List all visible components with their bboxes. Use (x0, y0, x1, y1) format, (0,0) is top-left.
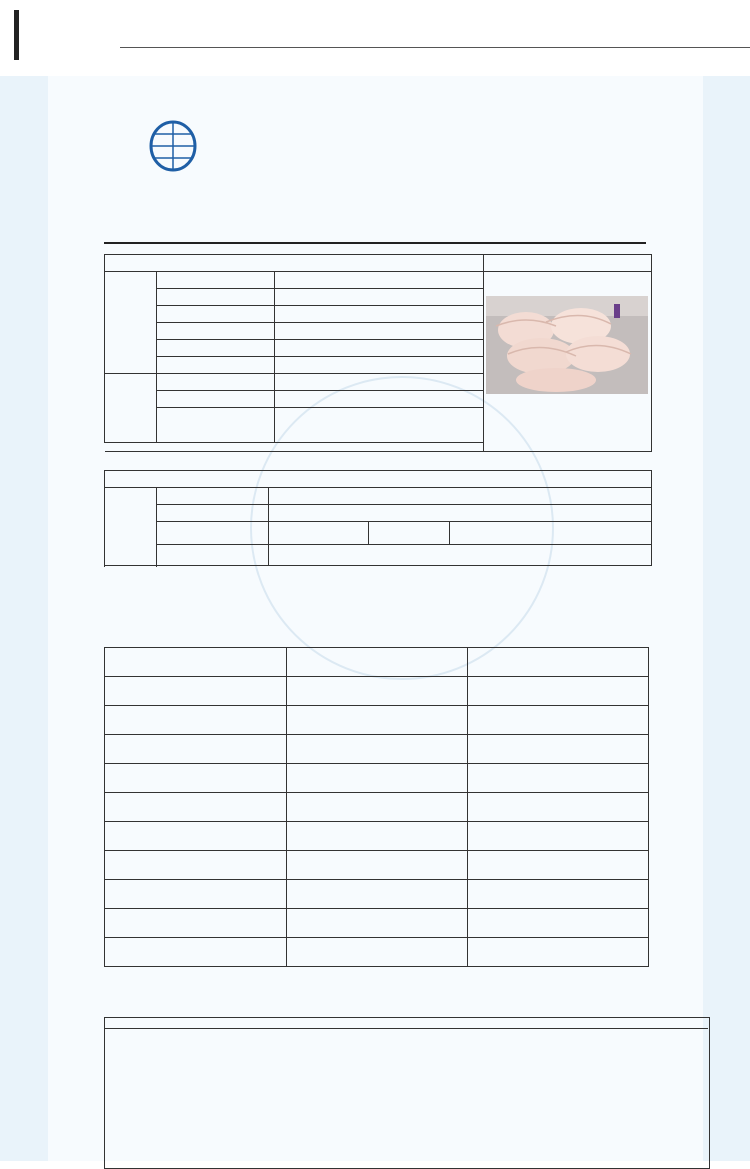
feature-label (156, 505, 268, 522)
sample-photo (486, 296, 648, 394)
sample-row-value (274, 272, 484, 289)
sample-row-value (274, 340, 484, 357)
summary-basis (286, 822, 468, 851)
summary-result (468, 909, 649, 938)
client-row-value (274, 374, 484, 391)
summary-result (468, 677, 649, 706)
summary-basis (286, 909, 468, 938)
summary-result (468, 938, 649, 967)
annex-col-header (247, 1029, 317, 1041)
client-section-heading (105, 255, 484, 272)
sample-group-label (105, 272, 157, 374)
title-divider (104, 242, 646, 244)
annex-table (104, 1017, 708, 1040)
client-row-label (156, 391, 274, 408)
sample-row-value (274, 306, 484, 323)
table-row (105, 706, 649, 735)
summary-result (468, 735, 649, 764)
lab-section-heading (105, 471, 652, 488)
summary-item (105, 735, 287, 764)
page-header (0, 0, 750, 76)
sample-row-label (156, 340, 274, 357)
feature-value (268, 505, 651, 522)
summary-result (468, 764, 649, 793)
standard-label (156, 488, 268, 505)
summary-item (105, 880, 287, 909)
zaiq-logo (103, 110, 228, 184)
summary-result (468, 880, 649, 909)
summary-basis (286, 677, 468, 706)
sample-row-value (274, 289, 484, 306)
summary-result (468, 793, 649, 822)
table-row (105, 677, 649, 706)
client-row-label (156, 374, 274, 391)
summary-col-header (286, 648, 468, 677)
summary-table (104, 647, 649, 967)
table-row (105, 909, 649, 938)
standard-value (268, 488, 651, 505)
sample-row-label (156, 272, 274, 289)
summary-col-header (105, 648, 287, 677)
report-paper (0, 76, 750, 1161)
table-row (105, 793, 649, 822)
client-group-label (105, 374, 157, 443)
annex-col-header (376, 1029, 595, 1041)
summary-col-header (468, 648, 649, 677)
summary-basis (286, 851, 468, 880)
summary-item (105, 764, 287, 793)
sample-row-label (156, 323, 274, 340)
client-row-label (156, 408, 274, 443)
summary-item (105, 677, 287, 706)
summary-basis (286, 764, 468, 793)
summary-item (105, 793, 287, 822)
annex-col-header (595, 1029, 657, 1041)
table-row (105, 938, 649, 967)
summary-basis (286, 938, 468, 967)
summary-item (105, 851, 287, 880)
annex-col-header (104, 1029, 247, 1041)
summary-basis (286, 706, 468, 735)
arrive-label (156, 522, 268, 545)
annex-col-header (658, 1029, 708, 1041)
table-row (105, 735, 649, 764)
arrive-value (268, 522, 368, 545)
summary-basis (286, 793, 468, 822)
summary-item (105, 706, 287, 735)
photo-heading (484, 255, 652, 272)
sample-row-value (274, 323, 484, 340)
basis-list (268, 545, 651, 566)
table-row (105, 764, 649, 793)
lab-info-table (104, 470, 652, 566)
table-row (105, 822, 649, 851)
client-row-value (274, 391, 484, 408)
annex-section (104, 1017, 708, 1029)
summary-result (468, 706, 649, 735)
lab-group-label (105, 488, 157, 566)
summary-item (105, 909, 287, 938)
sample-row-label (156, 306, 274, 323)
annex-col-header (317, 1029, 375, 1041)
summary-result (468, 822, 649, 851)
sample-row-label (156, 357, 274, 374)
sample-row-label (156, 289, 274, 306)
basis-label (156, 545, 268, 566)
period-label (368, 522, 450, 545)
summary-basis (286, 735, 468, 764)
table-row (105, 851, 649, 880)
summary-item (105, 822, 287, 851)
summary-basis (286, 880, 468, 909)
table-row (105, 880, 649, 909)
header-rule (120, 47, 750, 48)
client-row-value (274, 408, 484, 443)
period-value (450, 522, 652, 545)
header-accent-bar (14, 10, 19, 60)
sample-row-value (274, 357, 484, 374)
spacer-row (105, 443, 484, 452)
summary-item (105, 938, 287, 967)
summary-result (468, 851, 649, 880)
